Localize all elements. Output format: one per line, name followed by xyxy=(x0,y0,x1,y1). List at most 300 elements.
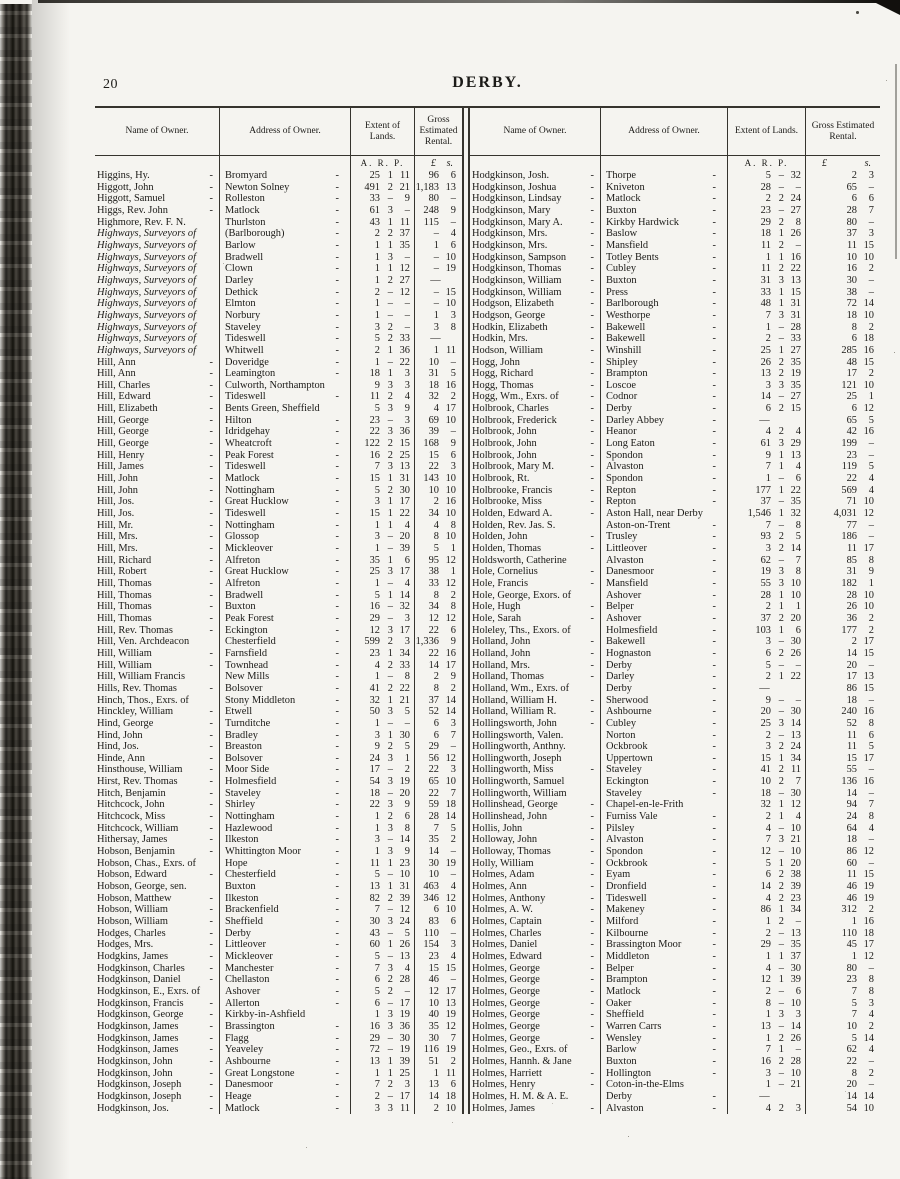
owner-name-cell: Higgins, Hy. - xyxy=(95,170,219,182)
extent-cell: 15 1 34 xyxy=(727,753,805,765)
table-row xyxy=(95,578,462,590)
extent-cell: 7 – 8 xyxy=(727,520,805,532)
owners-table xyxy=(95,106,880,1114)
rental-cell: 1 11 xyxy=(414,345,462,357)
extent-cell: 5 2 33 xyxy=(350,333,414,345)
owner-address-cell: Buxton - xyxy=(219,881,350,893)
extent-cell: 29 – 35 xyxy=(727,939,805,951)
table-row xyxy=(470,753,880,765)
extent-cell: 13 2 19 xyxy=(727,368,805,380)
owner-address-cell: Holmesfield - xyxy=(600,625,727,637)
extent-cell: 2 2 37 xyxy=(350,228,414,240)
owner-address-cell: Alfreton - xyxy=(219,578,350,590)
extent-cell: 15 1 22 xyxy=(350,508,414,520)
owner-address-cell: Leamington - xyxy=(219,368,350,380)
rental-cell: 65 10 xyxy=(414,776,462,788)
owner-name-cell: Higgs, Rev. John - xyxy=(95,205,219,217)
pound-symbol: £ xyxy=(822,157,827,169)
owner-name-cell: Hill, Jos. - xyxy=(95,508,219,520)
owner-address-cell: Derby - xyxy=(600,403,727,415)
table-row xyxy=(470,613,880,625)
rental-cell: 18 – xyxy=(805,834,880,846)
extent-cell: 1 – 22 xyxy=(350,357,414,369)
rental-cell: 8 10 xyxy=(414,531,462,543)
rental-cell: 10 10 xyxy=(414,485,462,497)
owner-name-cell: Hill, George - xyxy=(95,415,219,427)
extent-cell: 1 – – xyxy=(350,310,414,322)
owner-address-cell: Darley - xyxy=(600,671,727,683)
extent-cell: 29 2 8 xyxy=(727,217,805,229)
rental-cell: 346 12 xyxy=(414,893,462,905)
rental-cell: 22 3 xyxy=(414,461,462,473)
owner-name-cell: Holmes, Harriett - xyxy=(470,1068,600,1080)
owner-name-cell: Hogg, John - xyxy=(470,357,600,369)
owner-address-cell: Kilbourne - xyxy=(600,928,727,940)
table-row xyxy=(470,881,880,893)
table-row xyxy=(470,1079,880,1091)
rental-cell: 1 6 xyxy=(414,240,462,252)
rental-cell: 1 11 xyxy=(414,1068,462,1080)
table-row xyxy=(95,1068,462,1080)
rental-cell: 46 19 xyxy=(805,893,880,905)
owner-name-cell: Hinde, Ann - xyxy=(95,753,219,765)
extent-cell: 2 2 24 xyxy=(727,193,805,205)
table-header-row xyxy=(95,108,462,156)
owner-address-cell: Breaston - xyxy=(219,741,350,753)
rental-cell: 69 10 xyxy=(414,415,462,427)
extent-cell: 41 2 22 xyxy=(350,683,414,695)
rental-cell: 11 15 xyxy=(805,869,880,881)
owner-name-cell: Holmes, Daniel - xyxy=(470,939,600,951)
rental-cell: 177 2 xyxy=(805,625,880,637)
extent-cell: 1 – – xyxy=(350,298,414,310)
owner-name-cell: Hodgkinson, Mary A. - xyxy=(470,217,600,229)
owner-address-cell: Brassington - xyxy=(219,1021,350,1033)
table-row xyxy=(95,345,462,357)
table-row xyxy=(95,730,462,742)
owner-name-cell: Highways, Surveyors of xyxy=(97,239,196,251)
rental-cell: 5 3 xyxy=(805,998,880,1010)
owner-name-cell: Highways, Surveyors of xyxy=(97,263,196,275)
rental-cell: 38 1 xyxy=(414,566,462,578)
owner-name-cell: Hodgkinson, James - xyxy=(95,1044,219,1056)
owner-name-cell: Hodges, Mrs. - xyxy=(95,939,219,951)
table-row xyxy=(470,951,880,963)
rental-cell: 59 18 xyxy=(414,799,462,811)
owner-name-cell: Holmes, George - xyxy=(470,998,600,1010)
table-row xyxy=(95,601,462,613)
table-row xyxy=(470,601,880,613)
owner-name-cell: Hodgkinson, Sampson - xyxy=(470,252,600,264)
owner-address-cell: Mansfield - xyxy=(600,578,727,590)
owner-address-cell: Moor Side - xyxy=(219,764,350,776)
owner-address-cell: Nottingham - xyxy=(219,485,350,497)
table-row xyxy=(95,1079,462,1091)
owner-name-cell: Holdsworth, Catherine xyxy=(472,554,567,566)
owner-name-cell: Hole, Cornelius - xyxy=(470,566,600,578)
rental-cell: 56 12 xyxy=(414,753,462,765)
rental-cell: 28 10 xyxy=(805,590,880,602)
rental-cell: 119 5 xyxy=(805,461,880,473)
table-row xyxy=(95,357,462,369)
rental-cell: 14 – xyxy=(414,846,462,858)
table-header-row xyxy=(470,108,880,156)
extent-cell: 1 2 – xyxy=(727,916,805,928)
extent-cell: 1 3 3 xyxy=(727,1009,805,1021)
owner-name-cell: Hogg, Richard - xyxy=(470,368,600,380)
table-row xyxy=(470,625,880,637)
rental-cell: 1 12 xyxy=(805,951,880,963)
owner-address-cell: Repton - xyxy=(600,485,727,497)
rental-cell: 186 – xyxy=(805,531,880,543)
rental-cell: 48 15 xyxy=(805,357,880,369)
owner-name-cell: Hobson, Edward - xyxy=(95,869,219,881)
owner-name-cell: Hodgkinson, Mrs. - xyxy=(470,228,600,240)
owner-name-cell: Hollinshead, George - xyxy=(470,799,600,811)
owner-address-cell: Sheffield - xyxy=(219,916,350,928)
owner-name-cell: Hill, Thomas - xyxy=(95,590,219,602)
table-row xyxy=(95,904,462,916)
table-row xyxy=(470,869,880,881)
extent-cell: 11 2 4 xyxy=(350,391,414,403)
extent-cell: 13 1 31 xyxy=(350,881,414,893)
owner-address-cell: Hope - xyxy=(219,858,350,870)
rental-cell: 35 12 xyxy=(414,1021,462,1033)
table-row xyxy=(470,963,880,975)
extent-cell: 33 1 15 xyxy=(727,287,805,299)
table-row xyxy=(470,170,880,182)
owner-address-cell: Peak Forest - xyxy=(219,450,350,462)
table-row xyxy=(470,496,880,508)
owner-name-cell: Hirst, Rev. Thomas - xyxy=(95,776,219,788)
extent-cell: 17 – 2 xyxy=(350,764,414,776)
extent-cell: 2 – 33 xyxy=(727,333,805,345)
rental-units-label xyxy=(805,156,880,170)
owner-address-cell: Ashover - xyxy=(600,590,727,602)
extent-cell: 18 1 3 xyxy=(350,368,414,380)
extent-cell: 6 2 26 xyxy=(727,648,805,660)
extent-cell: 12 3 17 xyxy=(350,625,414,637)
extent-cell: 4 2 33 xyxy=(350,660,414,672)
owner-name-cell: Hodgkinson, Mrs. - xyxy=(470,240,600,252)
rental-cell: 62 4 xyxy=(805,1044,880,1056)
owner-address-cell: Sheffield - xyxy=(600,1009,727,1021)
owner-address-cell: Brampton - xyxy=(600,368,727,380)
rental-cell: 12 17 xyxy=(414,986,462,998)
owner-address-cell: Farnsfield - xyxy=(219,648,350,660)
extent-cell: 1 – 6 xyxy=(727,473,805,485)
rental-cell: 8 2 xyxy=(805,1068,880,1080)
owner-address-cell: Derby - xyxy=(600,660,727,672)
owner-address-cell: Elmton - xyxy=(219,298,350,310)
extent-cell: 41 2 11 xyxy=(727,764,805,776)
table-row xyxy=(470,520,880,532)
owner-name-cell: Holland, Thomas - xyxy=(470,671,600,683)
rental-cell: 4 17 xyxy=(414,403,462,415)
book-binding-edge xyxy=(0,4,32,1179)
owner-address-cell: Rolleston - xyxy=(219,193,350,205)
owner-name-cell: Higgott, John - xyxy=(95,182,219,194)
table-row xyxy=(470,928,880,940)
extent-cell: 1 – 21 xyxy=(727,1079,805,1091)
owner-name-cell: Hollingworth, Miss - xyxy=(470,764,600,776)
table-row xyxy=(470,322,880,334)
extent-cell: 7 – 12 xyxy=(350,904,414,916)
extent-cell: 1,546 1 32 xyxy=(727,508,805,520)
owner-name-cell: Holbrook, Frederick - xyxy=(470,415,600,427)
extent-cell: 61 3 – xyxy=(350,205,414,217)
extent-cell: 5 – – xyxy=(727,660,805,672)
rental-cell: 55 – xyxy=(805,764,880,776)
owner-name-cell: Hole, Francis - xyxy=(470,578,600,590)
rental-cell: 7 5 xyxy=(414,823,462,835)
rental-cell: 31 9 xyxy=(805,566,880,578)
owner-name-cell: Hodgkinson, Josh. - xyxy=(470,170,600,182)
owner-address-cell: Alvaston - xyxy=(600,1103,727,1115)
extent-cell: 82 2 39 xyxy=(350,893,414,905)
owner-name-cell: Hill, Ann - xyxy=(95,368,219,380)
owner-name-cell: Hill, Rev. Thomas - xyxy=(95,625,219,637)
extent-cell: 3 2 14 xyxy=(727,543,805,555)
owner-address-cell: Matlock - xyxy=(219,1103,350,1115)
owner-address-cell: Press - xyxy=(600,287,727,299)
table-row xyxy=(95,473,462,485)
owner-name-cell: Hinsthouse, William - xyxy=(95,764,219,776)
owner-address-cell: Derby - xyxy=(600,683,727,695)
owner-name-cell: Hodges, Charles - xyxy=(95,928,219,940)
owner-name-cell: Hill, George - xyxy=(95,426,219,438)
scan-artifacts xyxy=(0,0,1,1)
owner-address-cell: Shipley - xyxy=(600,357,727,369)
owner-name-cell: Holmes, George - xyxy=(470,986,600,998)
table-row xyxy=(470,473,880,485)
owner-name-cell: Holbrooke, Francis - xyxy=(470,485,600,497)
owner-address-cell: Wensley - xyxy=(600,1033,727,1045)
owner-name-cell: Holbrooke, Miss - xyxy=(470,496,600,508)
extent-cell: 8 – 10 xyxy=(727,998,805,1010)
rental-cell: – 15 xyxy=(414,287,462,299)
owner-address-cell: Whittington Moor - xyxy=(219,846,350,858)
owner-address-cell: Shirley - xyxy=(219,799,350,811)
owner-address-cell: Mansfield - xyxy=(600,240,727,252)
owner-name-cell: Holden, Rev. Jas. S. xyxy=(472,519,556,531)
owner-name-cell: Holden, John - xyxy=(470,531,600,543)
binding-shadow xyxy=(32,0,70,1179)
extent-cell: — xyxy=(727,1091,805,1103)
table-row xyxy=(95,1056,462,1068)
owner-address-cell: Belper - xyxy=(600,963,727,975)
owner-name-cell: Hill, Charles - xyxy=(95,380,219,392)
extent-cell: 1 2 6 xyxy=(350,811,414,823)
owner-name-cell: Hobson, William - xyxy=(95,904,219,916)
owner-address-cell: Dronfield - xyxy=(600,881,727,893)
owner-name-cell: Hollingworth, Samuel xyxy=(472,776,565,788)
owner-name-cell: Holmes, A. W. - xyxy=(470,904,600,916)
owner-name-cell: Hill, Thomas - xyxy=(95,613,219,625)
table-row xyxy=(95,485,462,497)
rental-cell: 2 10 xyxy=(414,1103,462,1115)
owner-name-cell: Hill, Richard - xyxy=(95,555,219,567)
rental-cell: 30 19 xyxy=(414,858,462,870)
column-header-extent: Extent of Lands. xyxy=(350,108,414,155)
extent-cell: 26 2 35 xyxy=(727,357,805,369)
owner-name-cell: Hill, Mrs. - xyxy=(95,543,219,555)
owner-name-cell: Hill, Ven. Archdeacon xyxy=(97,636,190,648)
table-right-half xyxy=(470,108,880,1114)
table-row xyxy=(470,450,880,462)
owner-name-cell: Holmes, Hannh. & Jane xyxy=(472,1055,572,1067)
extent-cell: 37 – 35 xyxy=(727,496,805,508)
owner-address-cell: Barlborough - xyxy=(600,298,727,310)
rental-cell: 83 6 xyxy=(414,916,462,928)
table-row xyxy=(470,531,880,543)
owner-name-cell: Holly, William - xyxy=(470,858,600,870)
table-row xyxy=(95,916,462,928)
table-row xyxy=(95,799,462,811)
owner-address-cell: Idridgehay - xyxy=(219,426,350,438)
table-row xyxy=(95,823,462,835)
table-left-half xyxy=(95,108,462,1114)
table-row xyxy=(95,1091,462,1103)
rental-cell: 121 10 xyxy=(805,380,880,392)
owner-name-cell: Highways, Surveyors of xyxy=(97,228,196,240)
rental-cell: — xyxy=(414,275,462,287)
rental-cell: 2 16 xyxy=(414,496,462,508)
rental-cell: 86 12 xyxy=(805,846,880,858)
extent-cell: 48 1 31 xyxy=(727,298,805,310)
table-row xyxy=(95,217,462,229)
extent-cell: 4 – 10 xyxy=(727,823,805,835)
extent-cell: 25 3 14 xyxy=(727,718,805,730)
rental-cell: 6 12 xyxy=(805,403,880,415)
rental-cell: 7 4 xyxy=(805,1009,880,1021)
owner-name-cell: Highmore, Rev. F. N. xyxy=(97,216,186,228)
owner-address-cell: Ockbrook - xyxy=(600,858,727,870)
owner-address-cell: Tideswell - xyxy=(219,461,350,473)
owner-address-cell: Aston Hall, near Derby xyxy=(600,508,727,520)
extent-cell: 25 1 27 xyxy=(727,345,805,357)
owner-address-cell: Kirkby Hardwick - xyxy=(600,217,727,229)
owner-name-cell: Hodgkinson, Joshua - xyxy=(470,182,600,194)
table-row xyxy=(95,403,462,415)
owner-address-cell: Darley Abbey - xyxy=(600,415,727,427)
owner-address-cell: Tideswell - xyxy=(219,391,350,403)
rental-cell: 3 8 xyxy=(414,322,462,334)
extent-cell: 43 – 5 xyxy=(350,928,414,940)
extent-cell: 14 – 27 xyxy=(727,391,805,403)
owner-address-cell: Nottingham - xyxy=(219,520,350,532)
table-row xyxy=(95,275,462,287)
extent-cell: 5 3 9 xyxy=(350,403,414,415)
table-row xyxy=(95,846,462,858)
owner-address-cell: Great Hucklow - xyxy=(219,496,350,508)
owner-address-cell: Newton Solney - xyxy=(219,182,350,194)
owner-address-cell: Brassington Moor - xyxy=(600,939,727,951)
rental-cell: 312 2 xyxy=(805,904,880,916)
extent-cell: 10 2 7 xyxy=(727,776,805,788)
owner-name-cell: Hollingworth, Anthny. xyxy=(472,741,566,753)
extent-cell: 15 1 31 xyxy=(350,473,414,485)
table-row xyxy=(470,345,880,357)
owner-address-cell: Derby - xyxy=(600,1091,727,1103)
rental-cell: 6 3 xyxy=(414,718,462,730)
owner-name-cell: Hogg, Thomas - xyxy=(470,380,600,392)
page-number: 20 xyxy=(103,77,118,92)
owner-address-cell: Winshill - xyxy=(600,345,727,357)
rental-cell: 1 16 xyxy=(805,916,880,928)
rental-cell: — xyxy=(414,333,462,345)
table-row xyxy=(95,1033,462,1045)
owner-address-cell: Etwell - xyxy=(219,706,350,718)
owner-name-cell: Holland, Mrs. - xyxy=(470,660,600,672)
rental-cell: 39 – xyxy=(414,426,462,438)
table-row xyxy=(95,869,462,881)
extent-cell: 1 – 4 xyxy=(350,578,414,590)
rental-cell: – 4 xyxy=(414,228,462,240)
owner-name-cell: Hollis, John - xyxy=(470,823,600,835)
extent-cell: 2 – 17 xyxy=(350,1091,414,1103)
extent-cell: 19 3 8 xyxy=(727,566,805,578)
table-row xyxy=(470,730,880,742)
page-top-edge xyxy=(38,0,900,3)
owner-name-cell: Holden, Edward A. - xyxy=(470,508,600,520)
extent-cell: 1 2 26 xyxy=(727,1033,805,1045)
owner-address-cell: Alvaston - xyxy=(600,555,727,567)
rental-cell: 285 16 xyxy=(805,345,880,357)
table-row xyxy=(470,275,880,287)
table-row xyxy=(470,438,880,450)
extent-cell: 1 – 28 xyxy=(727,322,805,334)
owner-address-cell: Bradwell - xyxy=(219,590,350,602)
table-row xyxy=(470,590,880,602)
owner-address-cell: Littleover - xyxy=(600,543,727,555)
owner-address-cell: (Barlborough) - xyxy=(219,228,350,240)
owner-address-cell: Uppertown - xyxy=(600,753,727,765)
extent-cell: 13 – 14 xyxy=(727,1021,805,1033)
owner-address-cell: Aston-on-Trent - xyxy=(600,520,727,532)
table-row xyxy=(95,939,462,951)
owner-address-cell: Tideswell - xyxy=(600,893,727,905)
table-row xyxy=(470,636,880,648)
table-row xyxy=(470,706,880,718)
rental-cell: 6 7 xyxy=(414,730,462,742)
owner-address-cell: Ockbrook - xyxy=(600,741,727,753)
table-row xyxy=(470,240,880,252)
extent-cell: 1 1 35 xyxy=(350,240,414,252)
extent-cell: 4 2 23 xyxy=(727,893,805,905)
owner-name-cell: Holmes, Henry - xyxy=(470,1079,600,1091)
owner-name-cell: Hill, Edward - xyxy=(95,391,219,403)
rental-cell: 80 – xyxy=(805,963,880,975)
owner-address-cell: Ilkeston - xyxy=(219,834,350,846)
owner-name-cell: Holland, John - xyxy=(470,636,600,648)
extent-cell: 20 – 30 xyxy=(727,706,805,718)
owner-name-cell: Hole, George, Exors. of xyxy=(472,589,572,601)
units-row xyxy=(95,156,462,170)
rental-cell: 46 – xyxy=(414,974,462,986)
extent-cell: 103 1 6 xyxy=(727,625,805,637)
owner-address-cell: Turnditche - xyxy=(219,718,350,730)
owner-address-cell: Peak Forest - xyxy=(219,613,350,625)
table-row xyxy=(470,998,880,1010)
table-row xyxy=(470,823,880,835)
table-row xyxy=(95,380,462,392)
table-row xyxy=(470,182,880,194)
rental-cell: 2 9 xyxy=(414,671,462,683)
units-row xyxy=(470,156,880,170)
owner-address-cell: Norbury - xyxy=(219,310,350,322)
rental-cell: 72 14 xyxy=(805,298,880,310)
